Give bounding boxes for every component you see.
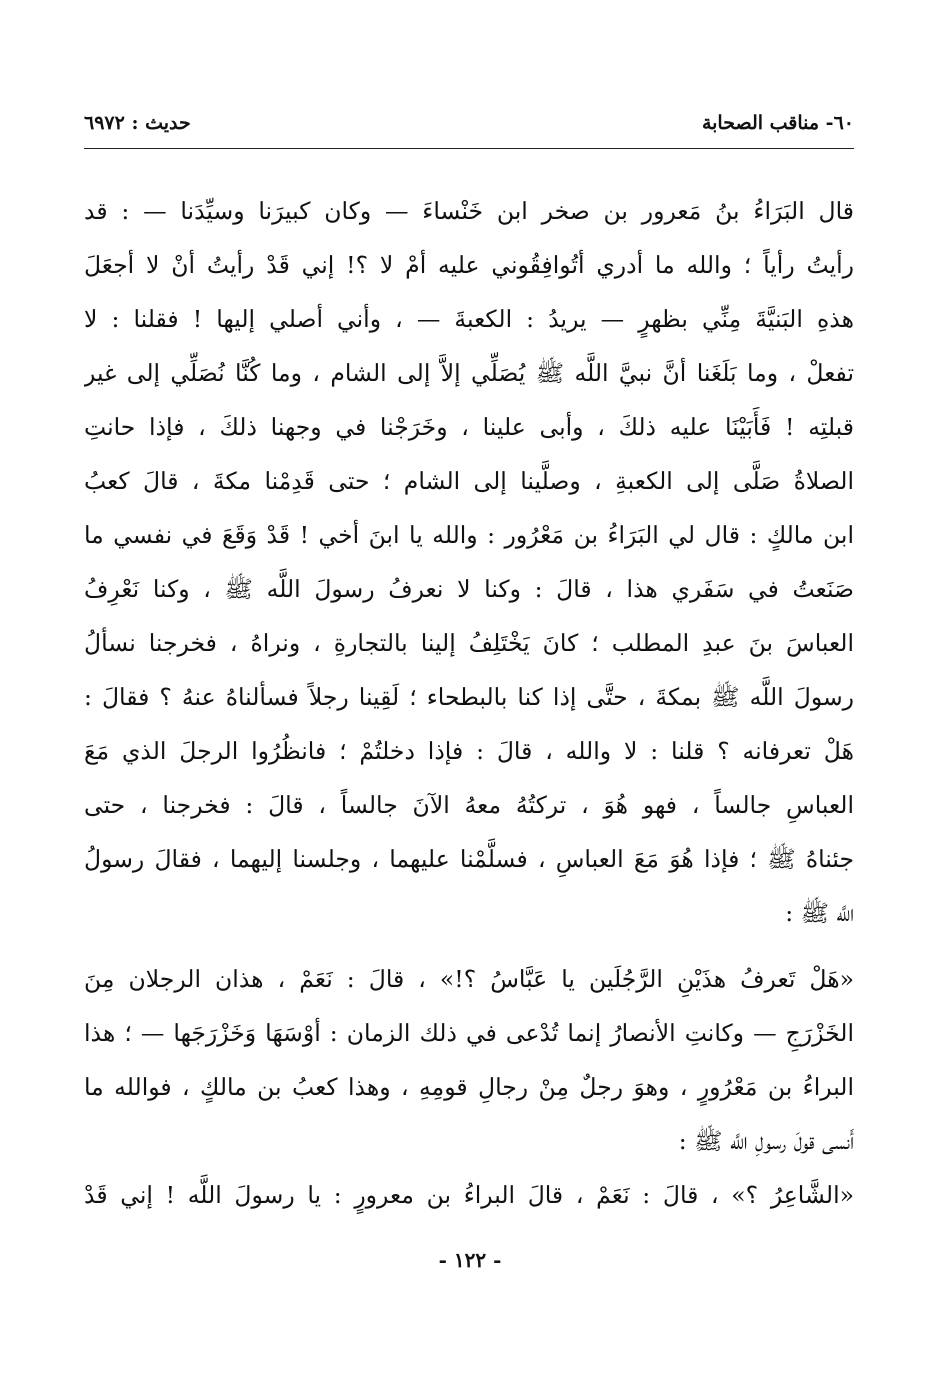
text-line: رسولَ اللَّه ﷺ بمكةَ ، حتَّى إذا كنا بالبطحاء ؛ لَقِينا رجلاً فسألناهُ عنهُ ؟ فقالَ : xyxy=(84,683,854,711)
text-line: هَلْ تعرفانه ؟ قلنا : لا والله ، قالَ : فإذا دخلتُمْ ؛ فانظُرُوا الرجلَ الذي مَعَ xyxy=(84,737,854,765)
text-line: رأيتُ رأياً ؛ والله ما أدري أتُوافِقُوني عليه أمْ لا ؟! إني قَدْ رأيتُ أنْ لا أجعَلَ xyxy=(84,251,854,279)
paragraph-gap xyxy=(84,940,854,952)
text-line: هذهِ البَنيَّةَ مِنِّي بظهرٍ — يريدُ : الكعبةَ — ، وأني أصلي إليها ! فقلنا : لا xyxy=(84,305,854,333)
main-text xyxy=(84,184,854,1222)
chapter-title: ٦٠- مناقب الصحابة xyxy=(701,112,854,134)
hadith-number: حديث : ٦٩٧٢ xyxy=(84,112,191,134)
text-line: جئناهُ ﷺ ؛ فإذا هُوَ مَعَ العباسِ ، فسلَّمْنا عليهما ، وجلسنا إليهما ، فقالَ رسولُ xyxy=(84,845,854,873)
text-line: «الشَّاعِرُ ؟» ، قالَ : نَعَمْ ، قالَ البراءُ بن معرورٍ : يا رسولَ اللَّه ! إني قَدْ xyxy=(84,1181,854,1209)
text-line: «هَلْ تَعرفُ هذَيْنِ الرَّجُلَين يا عَبَّاسُ ؟!» ، قالَ : نَعَمْ ، هذان الرجلان مِنَ xyxy=(84,965,854,993)
header-divider xyxy=(84,148,854,149)
text-line: تفعلْ ، وما بَلَغَنا أنَّ نبيَّ اللَّه ﷺ يُصَلِّي إلاَّ إلى الشام ، وما كُنَّا نُصَلِّي إلى غير xyxy=(84,359,854,387)
running-header xyxy=(84,108,854,144)
text-line: العباسَ بنَ عبدِ المطلب ؛ كانَ يَخْتَلِفُ إلينا بالتجارةِ ، ونراهُ ، فخرجنا نسألُ xyxy=(84,629,854,657)
text-line: قبلتِه ! فَأَبَيْنَا عليه ذلكَ ، وأبى علينا ، وخَرَجْنا في وجهنا ذلكَ ، فإذا حانتِ xyxy=(84,413,854,441)
text-line: صَنَعتُ في سَفَري هذا ، قالَ : وكنا لا نعرفُ رسولَ اللَّه ﷺ ، وكنا نَعْرِفُ xyxy=(84,575,854,603)
text-line: العباسِ جالساً ، فهو هُوَ ، تركتُهُ معهُ الآنَ جالساً ، قالَ : فخرجنا ، حتى xyxy=(84,791,854,819)
text-line: اللَّه ﷺ : xyxy=(785,899,854,927)
text-line: الصلاةُ صَلَّى إلى الكعبةِ ، وصلَّينا إلى الشام ؛ حتى قَدِمْنا مكةَ ، قالَ كعبُ xyxy=(84,467,854,495)
page-number: - ١٢٢ - xyxy=(438,1248,502,1272)
text-line: الخَزْرَجِ — وكانتِ الأنصارُ إنما تُدْعى في ذلك الزمان : أوْسَهَا وَخَزْرَجَها — ؛ هذا xyxy=(84,1019,854,1047)
text-line: أَنسى قولَ رسولِ اللَّه ﷺ : xyxy=(678,1127,854,1155)
text-line: البراءُ بن مَعْرُورٍ ، وهوَ رجلٌ مِنْ رجالِ قومِهِ ، وهذا كعبُ بن مالكٍ ، فوالله ما xyxy=(84,1073,854,1101)
text-line: ابن مالكٍ : قال لي البَرَاءُ بن مَعْرُور : والله يا ابنَ أخي ! قَدْ وَقَعَ في نفسي ما xyxy=(84,521,854,549)
text-line: قال البَرَاءُ بنُ مَعرور بن صخر ابن خَنْساءَ — وكان كبيرَنا وسيِّدَنا — : قد xyxy=(84,197,854,225)
